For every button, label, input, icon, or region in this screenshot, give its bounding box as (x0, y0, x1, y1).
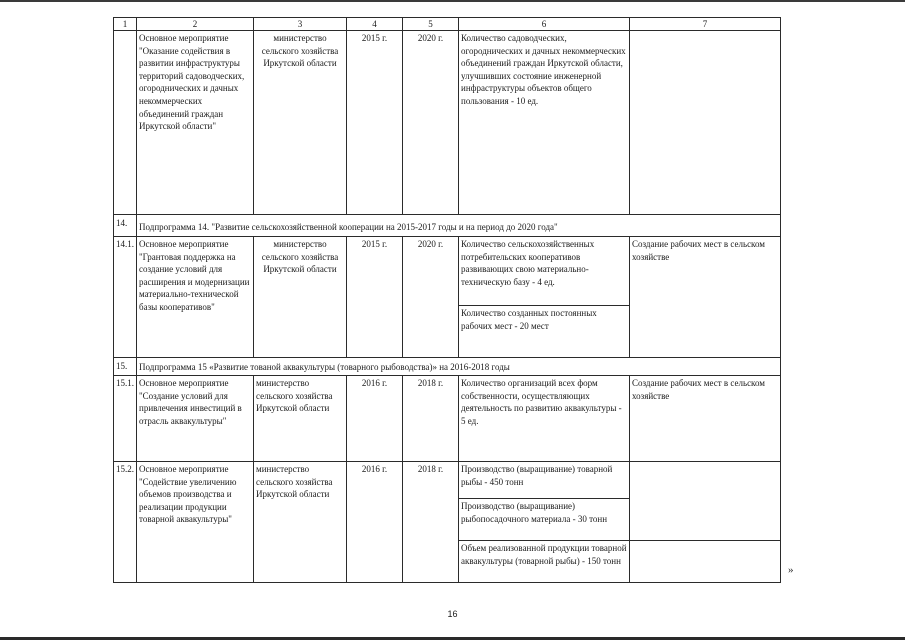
start-year-cell: 2015 г. (347, 237, 403, 358)
header-col-6: 6 (459, 18, 630, 31)
row-number-cell: 14.1. (114, 237, 137, 358)
result-cell: Создание рабочих мест в сельском хозяйстве (630, 376, 781, 462)
subprogram-title: Подпрограмма 15 «Развитие тованой аквакультуры (товарного рыбоводства)» на 2016-2018 годы (137, 358, 781, 376)
subprogram-14-row (114, 215, 781, 237)
subprogram-number: 15. (114, 358, 137, 376)
indicator-cell-1: Количество сельскохозяйственных потребительских кооперативов развивающих свою материально-техническую базу - 4 ед. (459, 237, 630, 306)
header-col-2: 2 (137, 18, 254, 31)
activity-name-cell: Основное мероприятие "Создание условий для привлечения инвестиций в отрасль аквакультуры" (137, 376, 254, 462)
table-row-14-1 (114, 237, 781, 306)
header-col-7: 7 (630, 18, 781, 31)
indicator-cell-1: Производство (выращивание) товарной рыбы - 450 тонн (459, 462, 630, 499)
subprogram-title: Подпрограмма 14. "Развитие сельскохозяйственной кооперации на 2015-2017 годы и на период до 2020 года" (137, 215, 781, 237)
start-year-cell: 2015 г. (347, 31, 403, 215)
closing-quote: » (788, 564, 794, 576)
ministry-cell: министерство сельского хозяйства Иркутской области (254, 31, 347, 215)
indicator-cell-2: Количество созданных постоянных рабочих мест - 20 мест (459, 306, 630, 358)
result-cell (630, 31, 781, 215)
table-row-infrastructure (114, 31, 781, 215)
page-number: 16 (447, 609, 458, 619)
subprogram-number: 14. (114, 215, 137, 237)
end-year-cell: 2020 г. (403, 237, 459, 358)
end-year-cell: 2018 г. (403, 376, 459, 462)
start-year-cell: 2016 г. (347, 376, 403, 462)
table-row-15-1 (114, 376, 781, 462)
end-year-cell: 2020 г. (403, 31, 459, 215)
result-cell-1 (630, 462, 781, 499)
scan-edge-top (0, 0, 905, 2)
start-year-cell: 2016 г. (347, 462, 403, 583)
indicator-cell: Количество организаций всех форм собственности, осуществляющих деятельность по развитию аквакультуры - 5 ед. (459, 376, 630, 462)
subprogram-15-row (114, 358, 781, 376)
indicator-cell-2: Производство (выращивание) рыбопосадочного материала - 30 тонн (459, 499, 630, 541)
header-col-5: 5 (403, 18, 459, 31)
activity-name-cell: Основное мероприятие "Содействие увеличению объемов производства и реализации продукции товарной аквакультуры" (137, 462, 254, 583)
program-table (113, 17, 781, 583)
row-number-cell: 15.1. (114, 376, 137, 462)
table-row-15-2 (114, 462, 781, 499)
row-number-cell (114, 31, 137, 215)
indicator-cell: Количество садоводческих, огороднических и дачных некоммерческих объединений граждан Иркутской области, улучшивших состояние инженерной инфраструктуры объектов общего пользования - 10 ед. (459, 31, 630, 215)
header-col-3: 3 (254, 18, 347, 31)
activity-name-cell: Основное мероприятие "Грантовая поддержка на создание условий для расширения и модернизации материально-технической базы кооперативов" (137, 237, 254, 358)
ministry-cell: министерство сельского хозяйства Иркутской области (254, 462, 347, 583)
result-cell-3 (630, 541, 781, 583)
header-row (114, 18, 781, 31)
header-col-4: 4 (347, 18, 403, 31)
row-number-cell: 15.2. (114, 462, 137, 583)
end-year-cell: 2018 г. (403, 462, 459, 583)
ministry-cell: министерство сельского хозяйства Иркутской области (254, 376, 347, 462)
result-cell-2 (630, 499, 781, 541)
indicator-cell-3: Объем реализованной продукции товарной аквакультуры (товарной рыбы) - 150 тонн (459, 541, 630, 583)
activity-name-cell: Основное мероприятие "Оказание содействия в развитии инфраструктуры территорий садоводческих, огороднических и дачных некоммерческих объединений граждан Иркутской области" (137, 31, 254, 215)
result-cell: Создание рабочих мест в сельском хозяйстве (630, 237, 781, 358)
ministry-cell: министерство сельского хозяйства Иркутской области (254, 237, 347, 358)
header-col-1: 1 (114, 18, 137, 31)
